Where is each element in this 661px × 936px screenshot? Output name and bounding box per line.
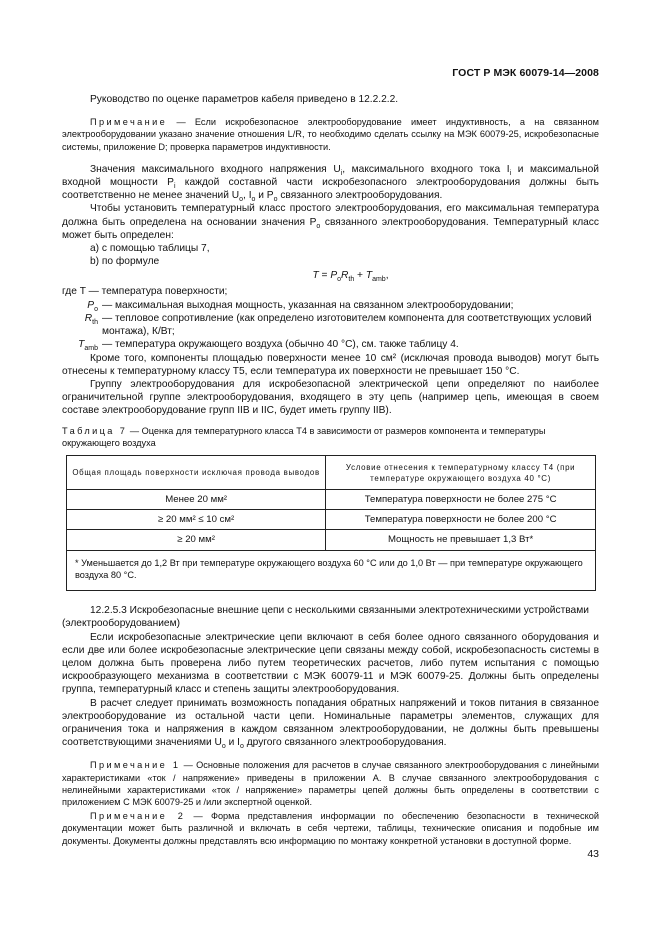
subscript: o (273, 196, 278, 204)
text-run: Чтобы установить температурный класс простого электрооборудования, его максимальная температура должна быть определена на основании значения P (62, 203, 599, 228)
small-area-paragraph: Кроме того, компоненты площадью поверхности менее 10 см² (исключая провода выводов) могут быть отнесены к температурному классу Т5, если температура их поверхности не превышает 150 °С. (62, 352, 599, 377)
guide-paragraph: Руководство по оценке параметров кабеля приведено в 12.2.2.2. (90, 94, 399, 105)
subscript: o (337, 276, 342, 284)
subscript: amb (84, 345, 98, 353)
subscript: o (251, 196, 256, 204)
definition-text: — температура окружающего воздуха (обычно 40 °С), см. также таблицу 4. (102, 339, 459, 351)
text-run: и максимальной входной мощности P (62, 163, 599, 189)
subscript: th (348, 276, 355, 284)
text-run: каждой составной части искробезопасного электрооборудования должны быть соответственно не менее значений U (62, 177, 599, 202)
formula-op: , (385, 270, 389, 282)
text-run: связанного электрооборудования. Температурный класс может быть определен: (62, 216, 599, 241)
table-header-cell: Общая площадь поверхности исключая провода выводов (67, 456, 326, 490)
group-paragraph: Группу электрооборудования для искробезопасной электрической цепи определяют по наиболее ограничительной группе электрооборудования, входящего в эту цепь (например цепь, имеющая в своем составе электрооборудование групп IIB и IIC, будет иметь группу IIB). (62, 379, 599, 417)
table-row (67, 530, 596, 550)
temperature-class-table (66, 455, 596, 591)
note-text: — Если искробезопасное электрооборудование имеет индуктивность, а на связанном электрооборудовании указано значение отношения L/R, то необходимо сделать ссылку на МЭК 60079-25, искробезопасные системы, приложение D; проверка параметров индуктивности. (62, 117, 599, 152)
note-paragraph (62, 116, 599, 153)
note-text: — Форма представления информации по обеспечению безопасности в технической документации может быть различной и включать в себя чертежи, таблицы, технические описания и подобные им документы. Документы должны представлять всю информацию по монтажу конкретной установки в доступной форме. (62, 811, 599, 846)
page-number: 43 (587, 848, 599, 860)
formula (102, 269, 599, 282)
note-text: — Основные положения для расчетов в случае связанного электрооборудования с линейными характеристиками «ток / напряжение» приведены в приложении А. В случае связанного электрооборудования с нелинейными характеристиками «ток / напряжение» параметры цепей должны быть определены в соответствии с приложением С МЭК 60079-25 и /или экспертной оценкой. (62, 760, 600, 807)
subscript: o (239, 743, 244, 751)
table-row (67, 490, 596, 510)
table-header-cell: Условие отнесения к температурному классу Т4 (при температуре окружающего воздуха 40 °С) (326, 456, 596, 490)
note-2-paragraph (62, 810, 599, 847)
text-run: другого связанного электрооборудования. (243, 737, 447, 749)
table-cell: ≥ 20 мм² (67, 530, 326, 550)
text-run: и P (255, 190, 274, 202)
definition-tamb (62, 338, 599, 351)
table-footnote: * Уменьшается до 1,2 Вт при температуре окружающего воздуха 60 °С или до 1,0 Вт — при температуре окружающего воздуха 80 °С. (67, 550, 596, 590)
subscript: o (316, 222, 321, 230)
subscript: i (509, 169, 512, 177)
definition-text: — тепловое сопротивление (как определено изготовителем компонента для соответствующих условий монтажа), К/Вт; (102, 313, 592, 338)
subscript: o (239, 196, 244, 204)
text-run: , I (243, 190, 252, 202)
subscript: i (340, 169, 343, 177)
where-line: где T — температура поверхности; (62, 285, 228, 297)
table-cell: Температура поверхности не более 275 °С (326, 490, 596, 510)
table-caption-text: — Оценка для температурного класса Т4 в зависимости от размеров компонента и температуры окружающего воздуха (62, 425, 546, 448)
formula-term: T (312, 270, 319, 282)
subscript: amb (372, 276, 386, 284)
definitions-list (62, 299, 599, 352)
standard-header: ГОСТ Р МЭК 60079-14—2008 (452, 67, 599, 79)
text-run: В расчет следует принимать возможность попадания обратных напряжений и токов питания в связанное электрооборудование из остальной части цепи. Номинальные параметры элементов, служащих для ограничения тока и напряжения в каждом связанном электрооборудовании, не должны быть превышены соответствующими значениями U (62, 697, 599, 749)
table-footnote-row (67, 550, 596, 590)
text-run: и I (225, 737, 240, 749)
table-caption (62, 425, 599, 449)
table-header-row (67, 456, 596, 490)
symbol: R (84, 313, 93, 325)
table-row (67, 510, 596, 530)
section-heading: 12.2.5.3 Искробезопасные внешние цепи с несколькими связанными электротехническими устройствами (электрооборудованием) (62, 605, 589, 630)
list-item-a: a) с помощью таблицы 7, (90, 243, 210, 255)
formula-op: + (354, 270, 366, 282)
page-body (62, 93, 599, 847)
text-run: , максимального входного тока I (342, 163, 510, 175)
note-label: Примечание 1 (90, 760, 181, 771)
list-item-b: b) по формуле (90, 256, 160, 268)
definition-rth (62, 312, 599, 338)
formula-term: P (330, 270, 338, 282)
formula-term: T (365, 270, 373, 282)
symbol: P (87, 299, 95, 311)
formula-op: = (318, 270, 331, 282)
table-cell: Температура поверхности не более 200 °С (326, 510, 596, 530)
note-label: Примечание 2 (90, 811, 186, 822)
symbol: T (78, 339, 85, 351)
temperature-class-paragraph (62, 202, 599, 242)
note-label: Примечание (90, 117, 168, 128)
reverse-current-paragraph (62, 697, 599, 750)
multi-circuit-paragraph: Если искробезопасные электрические цепи включают в себя более одного связанного оборудования и если две или более искробезопасные электрические цепи связаны между собой, искробезопасность системы в целом должна быть проверена либо путем теоретических расчетов, либо путем испытания с помощью искрообразующего механизма в соответствии с МЭК 60079-11 и МЭК 60079-25. Должны быть определены группа, температурный класс и степень защиты электрооборудования. (62, 631, 599, 696)
note-1-paragraph (62, 759, 599, 808)
formula-term: R (341, 270, 349, 282)
table-cell: ≥ 20 мм² ≤ 10 см² (67, 510, 326, 530)
input-values-paragraph (62, 163, 599, 203)
subscript: o (221, 743, 226, 751)
definition-po (62, 299, 599, 312)
subscript: i (173, 183, 176, 191)
subscript: o (94, 305, 98, 313)
table-caption-label: Таблица 7 (62, 425, 128, 436)
text-run: связанного электрооборудования. (277, 190, 443, 202)
text-run: Значения максимального входного напряжения U (90, 163, 341, 175)
table-cell: Мощность не превышает 1,3 Вт* (326, 530, 596, 550)
subscript: th (92, 319, 98, 327)
definition-text: — максимальная выходная мощность, указанная на связанном электрооборудовании; (102, 299, 514, 311)
table-cell: Менее 20 мм² (67, 490, 326, 510)
